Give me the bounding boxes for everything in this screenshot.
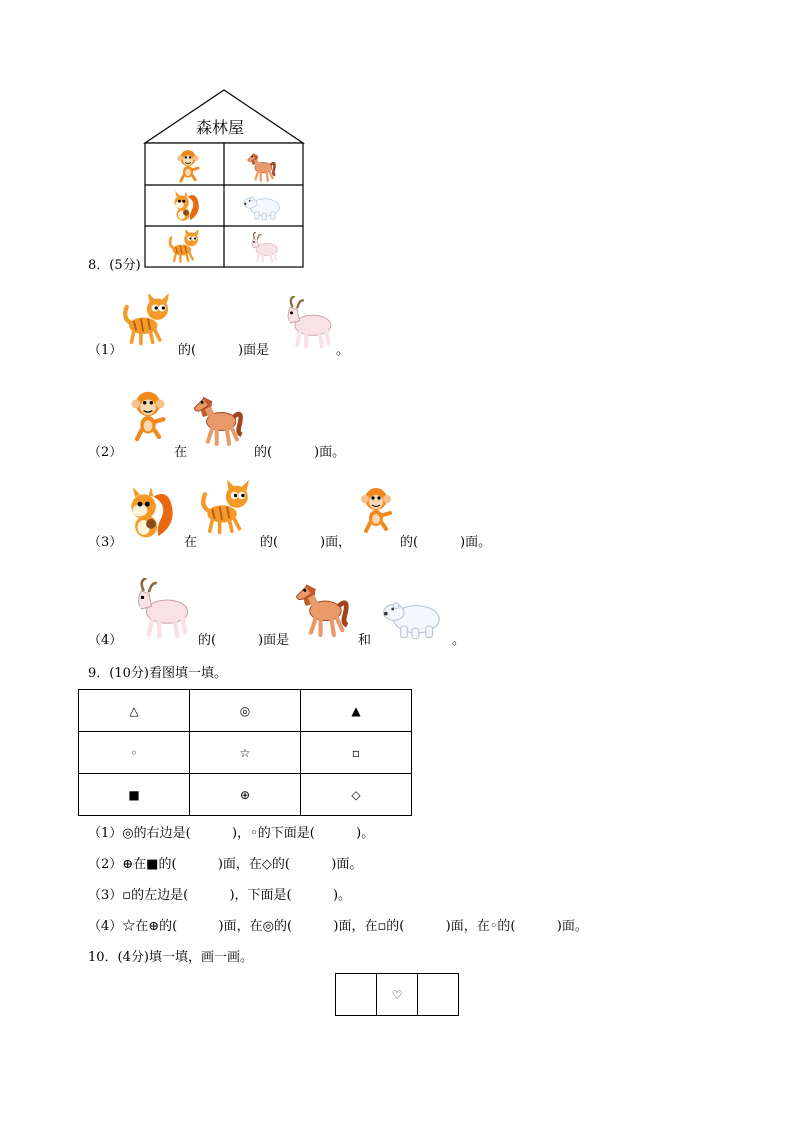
grid-cell-3-1: ■: [79, 774, 190, 816]
goat-icon: [124, 578, 192, 640]
question-10-header: 10．(4分)填一填，画一画。: [88, 950, 253, 965]
house-title: 森林屋: [196, 118, 245, 137]
q8-item-1-text-c: 。: [336, 343, 350, 358]
horse-icon: [294, 572, 352, 640]
q8-item-3-text-e: )面。: [460, 535, 492, 550]
q8-item-3-text-c: )面，: [320, 535, 352, 550]
heart-box-row: [335, 973, 459, 1016]
goat-icon: [276, 296, 334, 350]
q8-item-1-text-b: )面是: [238, 343, 270, 358]
q8-item-4-number: （4）: [88, 633, 123, 648]
q8-item-4-text-d: 。: [452, 633, 466, 648]
q8-item-3-text-a: 在: [184, 535, 198, 550]
heart-icon: ♡: [377, 974, 418, 1016]
q9-line-1: （1）◎的右边是( )，◦的下面是( )。: [88, 826, 375, 841]
cat-icon: [122, 294, 174, 348]
q8-item-1-blank[interactable]: [200, 343, 236, 359]
horse-icon: [246, 148, 278, 182]
polar-bear-icon: [240, 190, 284, 222]
q8-item-2-text-a: 在: [174, 445, 188, 460]
q9-line-2: （2）⊕在■的( )面，在◇的( )面。: [88, 857, 363, 872]
box-right[interactable]: [418, 974, 459, 1016]
q8-item-3-blank-1[interactable]: [282, 535, 318, 551]
q8-item-3-number: （3）: [88, 535, 123, 550]
horse-icon: [192, 386, 246, 448]
q8-item-3-text-d: 的(: [400, 535, 419, 550]
squirrel-icon: [170, 190, 202, 224]
question-8-header: 8．(5分): [88, 258, 141, 273]
grid-cell-1-2: ◎: [190, 690, 301, 732]
grid-cell-1-1: △: [79, 690, 190, 732]
q8-item-4-blank[interactable]: [220, 633, 256, 649]
grid-cell-3-2: ⊕: [190, 774, 301, 816]
q9-line-4: （4）☆在⊕的( )面，在◎的( )面，在▫的( )面，在◦的( )面。: [88, 919, 588, 934]
grid-cell-2-3: ▫: [301, 732, 412, 774]
q8-item-4-text-b: )面是: [258, 633, 290, 648]
q8-item-4-text-c: 和: [358, 633, 372, 648]
grid-cell-1-3: ▲: [301, 690, 412, 732]
squirrel-icon: [124, 486, 178, 542]
grid-cell-3-3: ◇: [301, 774, 412, 816]
grid-cell-2-1: ◦: [79, 732, 190, 774]
q8-item-3-text-b: 的(: [260, 535, 279, 550]
q8-item-4-text-a: 的(: [198, 633, 217, 648]
polar-bear-icon: [376, 592, 448, 642]
grid-cell-2-2: ☆: [190, 732, 301, 774]
box-left[interactable]: [336, 974, 377, 1016]
q8-item-2-text-b: 的(: [254, 445, 273, 460]
q9-line-3: （3）▫的左边是( )，下面是( )。: [88, 888, 352, 903]
q8-item-2-text-c: )面。: [314, 445, 346, 460]
cat-icon: [200, 480, 254, 538]
q8-item-2-blank[interactable]: [276, 445, 312, 461]
symbol-grid: [78, 689, 412, 816]
monkey-icon: [356, 482, 396, 538]
monkey-icon: [126, 386, 170, 446]
q8-item-2-number: （2）: [88, 445, 123, 460]
question-9-header: 9．(10分)看图填一填。: [88, 666, 227, 681]
cat-icon: [168, 230, 202, 264]
q8-item-3-blank-2[interactable]: [422, 535, 458, 551]
q8-item-1-number: （1）: [88, 343, 123, 358]
monkey-icon: [170, 148, 206, 184]
q8-item-1-text-a: 的(: [178, 343, 197, 358]
goat-icon: [244, 232, 280, 264]
